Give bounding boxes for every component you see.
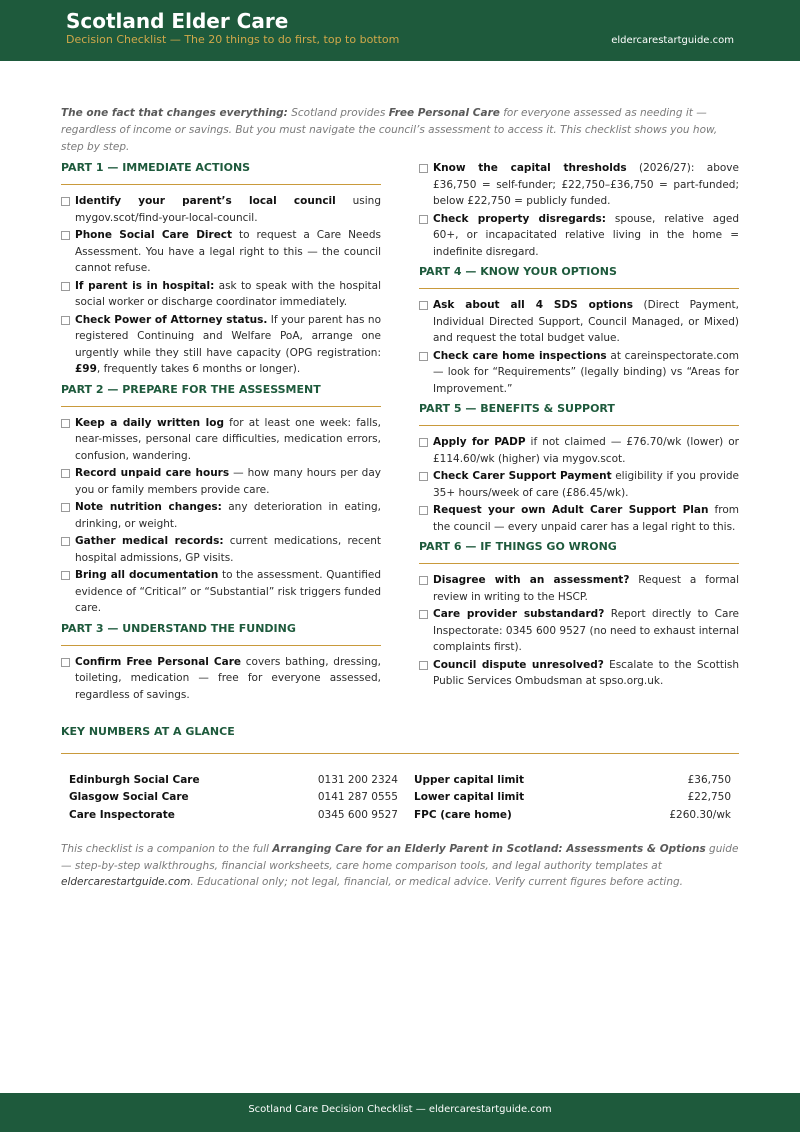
- checklist-item[interactable]: Bring all documentation to the assessment. Quantified evidence of “Critical” or “Substantial” risk triggers funded care.: [61, 567, 381, 617]
- checklist-item[interactable]: Check property disregards: spouse, relative aged 60+, or incapacitated relative living in the home = indefinite disregard.: [419, 211, 739, 261]
- checkbox-icon[interactable]: [61, 503, 70, 512]
- key-row: Glasgow Social Care 0141 287 0555: [69, 791, 398, 803]
- checklist-item[interactable]: Apply for PADP if not claimed — £76.70/wk (lower) or £114.60/wk (higher) via mygov.scot.: [419, 434, 739, 467]
- checklist-item[interactable]: Note nutrition changes: any deterioration in eating, drinking, or weight.: [61, 499, 381, 532]
- key-row: Lower capital limit £22,750: [414, 791, 731, 803]
- page-header: [0, 0, 800, 61]
- checklist-item[interactable]: Check Carer Support Payment eligibility if you provide 35+ hours/week of care (£86.45/wk).: [419, 468, 739, 501]
- checklist-item[interactable]: Keep a daily written log for at least one week: falls, near-misses, personal care difficulties, medication errors, confusion, wandering.: [61, 415, 381, 465]
- key-row: Upper capital limit £36,750: [414, 774, 731, 786]
- checkbox-icon[interactable]: [419, 438, 428, 447]
- key-numbers-title: KEY NUMBERS AT A GLANCE: [61, 724, 739, 754]
- checklist-item[interactable]: If parent is in hospital: ask to speak with the hospital social worker or discharge coordinator immediately.: [61, 278, 381, 311]
- right-column: [419, 160, 739, 694]
- checklist-item[interactable]: Check Power of Attorney status. If your parent has no registered Continuing and Welfare PoA, arrange one urgently while they still have capacity (OPG registration: £99, frequently takes 6 months or longer).: [61, 312, 381, 378]
- key-numbers-table: [61, 772, 739, 826]
- checkbox-icon[interactable]: [419, 301, 428, 310]
- section-title: PART 4 — KNOW YOUR OPTIONS: [419, 264, 739, 289]
- checklist-item[interactable]: Request your own Adult Carer Support Plan from the council — every unpaid carer has a legal right to this.: [419, 502, 739, 535]
- intro-lead: The one fact that changes everything:: [61, 107, 288, 119]
- footnote: This checklist is a companion to the full Arranging Care for an Elderly Parent in Scotland: Assessments & Options guide — step-by-step walkthroughs, financial worksheets, care home comparison tools, and legal authority templates at eldercarestartguide.com. Educational only; not legal, financial, or medical advice. Verify current figures before acting.: [61, 843, 739, 888]
- guide-title: Arranging Care for an Elderly Parent in Scotland: Assessments & Options: [272, 843, 706, 855]
- section-title: PART 1 — IMMEDIATE ACTIONS: [61, 160, 381, 185]
- key-numbers: [61, 724, 739, 826]
- checkbox-icon[interactable]: [419, 576, 428, 585]
- checkbox-icon[interactable]: [419, 215, 428, 224]
- key-row: Edinburgh Social Care 0131 200 2324: [69, 774, 398, 786]
- checklist-item[interactable]: Phone Social Care Direct to request a Care Needs Assessment. You have a legal right to this — the council cannot refuse.: [61, 227, 381, 277]
- checkbox-icon[interactable]: [419, 164, 428, 173]
- checkbox-icon[interactable]: [61, 419, 70, 428]
- checkbox-icon[interactable]: [61, 316, 70, 325]
- checklist-item[interactable]: Care provider substandard? Report directly to Care Inspectorate: 0345 600 9527 (no need to exhaust internal complaints first).: [419, 606, 739, 656]
- key-row: FPC (care home) £260.30/wk: [414, 809, 731, 821]
- checkbox-icon[interactable]: [419, 352, 428, 361]
- checklist-item[interactable]: Identify your parent’s local council using mygov.scot/find-your-local-council.: [61, 193, 381, 226]
- checkbox-icon[interactable]: [61, 469, 70, 478]
- section-part-1: [61, 160, 381, 378]
- intro-paragraph: [61, 105, 739, 156]
- section-part-3: [61, 621, 381, 704]
- brand-title: Scotland Elder Care: [66, 9, 289, 33]
- section-part-4: [419, 264, 739, 397]
- checkbox-icon[interactable]: [419, 506, 428, 515]
- key-row: Care Inspectorate 0345 600 9527: [69, 809, 398, 821]
- header-subtitle: Decision Checklist — The 20 things to do first, top to bottom: [66, 33, 400, 46]
- section-part-5: [419, 401, 739, 535]
- section-title: PART 5 — BENEFITS & SUPPORT: [419, 401, 739, 426]
- checkbox-icon[interactable]: [61, 571, 70, 580]
- checklist-item[interactable]: Gather medical records: current medications, recent hospital admissions, GP visits.: [61, 533, 381, 566]
- section-part-3-continued: [419, 160, 739, 260]
- checklist-item[interactable]: Check care home inspections at careinspectorate.com — look for “Requirements” (legally binding) vs “Areas for Improvement.”: [419, 348, 739, 398]
- checkbox-icon[interactable]: [61, 282, 70, 291]
- checklist-item[interactable]: Confirm Free Personal Care covers bathing, dressing, toileting, medication — free for everyone assessed, regardless of savings.: [61, 654, 381, 704]
- checklist-item[interactable]: Council dispute unresolved? Escalate to the Scottish Public Services Ombudsman at spso.org.uk.: [419, 657, 739, 690]
- checklist-item[interactable]: Record unpaid care hours — how many hours per day you or family members provide care.: [61, 465, 381, 498]
- checkbox-icon[interactable]: [61, 658, 70, 667]
- checkbox-icon[interactable]: [419, 661, 428, 670]
- checklist-item[interactable]: Know the capital thresholds (2026/27): above £36,750 = self-funder; £22,750–£36,750 = part-funded; below £22,750 = publicly funded.: [419, 160, 739, 210]
- section-part-2: [61, 382, 381, 617]
- checkbox-icon[interactable]: [61, 231, 70, 240]
- checkbox-icon[interactable]: [419, 472, 428, 481]
- intro-text-1: Scotland provides: [287, 107, 389, 119]
- checkbox-icon[interactable]: [61, 537, 70, 546]
- footnote-site-link[interactable]: eldercarestartguide.com: [61, 876, 191, 888]
- checkbox-icon[interactable]: [61, 197, 70, 206]
- section-title: PART 3 — UNDERSTAND THE FUNDING: [61, 621, 381, 646]
- header-site-link[interactable]: eldercarestartguide.com: [611, 35, 734, 46]
- left-column: [61, 160, 381, 707]
- section-title: PART 6 — IF THINGS GO WRONG: [419, 539, 739, 564]
- section-title: PART 2 — PREPARE FOR THE ASSESSMENT: [61, 382, 381, 407]
- checkbox-icon[interactable]: [419, 610, 428, 619]
- page-footer: Scotland Care Decision Checklist — eldercarestartguide.com: [0, 1093, 800, 1132]
- section-part-6: [419, 539, 739, 690]
- intro-bold: Free Personal Care: [388, 107, 500, 119]
- intro-text-2: for everyone assessed as needing it — regardless of income or savings. But you must navigate the council’s assessment to access it. This checklist shows you how, step by step.: [61, 107, 718, 153]
- checklist-item[interactable]: Ask about all 4 SDS options (Direct Payment, Individual Directed Support, Council Managed, or Mixed) and request the total budget value.: [419, 297, 739, 347]
- checklist-item[interactable]: Disagree with an assessment? Request a formal review in writing to the HSCP.: [419, 572, 739, 605]
